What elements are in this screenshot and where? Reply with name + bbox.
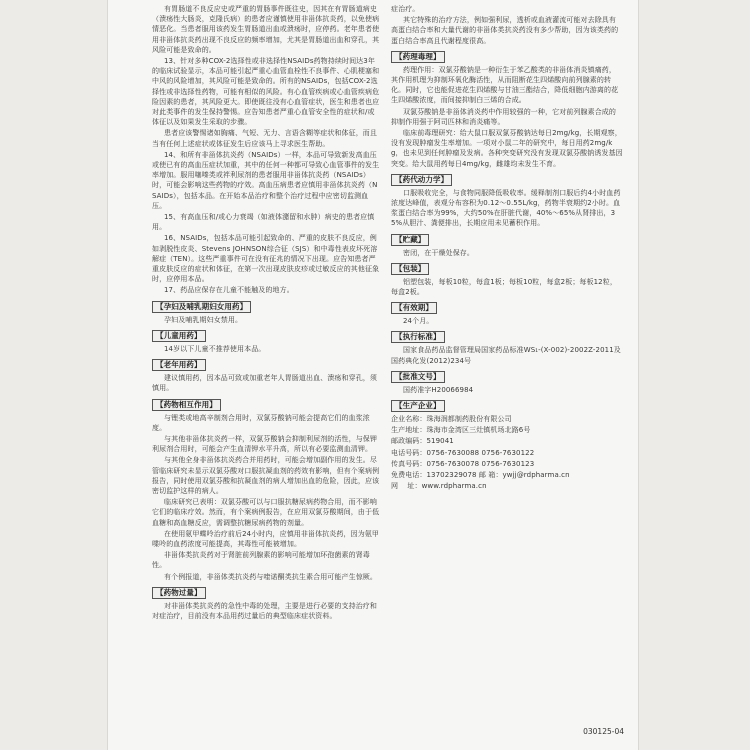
paragraph: 14、和所有非甾体抗炎药（NSAIDs）一样，本品可导致新发高血压或使已有的高血压症状加重，其中的任何一种都可导致心血管事件的发生率增加。服用噻嗪类或袢利尿剂的患者服用非甾体抗炎药（NSAIDs）时，可能会影响这些药物的疗效。高血压病患者应慎用非甾体抗炎药（NSAIDs），包括本品。在开始本品治疗和整个治疗过程中应密切监测血压。 — [152, 150, 380, 210]
paragraph: 国药准字H20066984 — [403, 385, 474, 394]
paragraph: 其它特殊的治疗方法，例如强利尿，透析或血液灌流可能对去除具有高蛋白结合率和大量代谢的非甾体类抗炎药没有多少帮助，因为该类药的蛋白结合率高且代谢程度很高。 — [391, 16, 619, 45]
paragraph: 15、有高血压和/或心力衰竭（如液体潴留和水肿）病史的患者应慎用。 — [152, 213, 375, 232]
paragraph: 药理作用：双氯芬酸钠是一种衍生于苯乙酸类的非甾体消炎镇痛药，其作用机理为抑制环氧化酶活性，从而阻断花生四烯酸向前列腺素的转化。同时，它也能促进花生四烯酸与甘油三酯结合，降低细胞内游离的花生四烯酸浓度，而间接抑制白三烯的合成。 — [391, 65, 619, 105]
company-info-label: 电话号码： — [391, 448, 427, 457]
company-info-row — [391, 448, 623, 458]
company-info-value: 519041 — [426, 437, 454, 446]
left-column — [152, 4, 380, 622]
company-info-row — [391, 470, 623, 480]
company-info-row — [391, 481, 623, 491]
paragraph: 与其他全身非甾体抗炎药合并用药时，可能会增加副作用的发生。尽管临床研究未显示双氯芬酸对口服抗凝血剂的药效有影响，但有个案病例报告，同时使用双氯芬酸和抗凝血剂的病人增加出血的危险，因此，应该密切监护这样的病人。 — [152, 456, 380, 495]
paragraph: 症治疗。 — [391, 5, 420, 13]
company-info-row — [391, 436, 623, 446]
section-heading: 【包装】 — [391, 263, 429, 275]
company-info-label: 生产地址： — [391, 426, 427, 435]
paragraph: 对非甾体类抗炎药的急性中毒的处理，主要是进行必要的支持治疗和对症治疗，目前没有本品用药过量后的典型临床症状资料。 — [152, 601, 377, 620]
paragraph: 16、NSAIDs，包括本品可能引起致命的、严重的皮肤不良反应，例如剥脱性皮炎、Stevens JOHNSON综合征（SJS）和中毒性表皮坏死溶解症（TEN）。这些严重事件可在没有征兆的情况下出现。应告知患者严重皮肤反应的症状和体征，在第一次出现皮肤皮疹或过敏反应的其他征象时，应停用本品。 — [152, 234, 380, 284]
company-info-label: 企业名称： — [391, 415, 427, 424]
paragraph: 密闭，在干燥处保存。 — [403, 248, 474, 257]
paragraph: 有胃肠道不良反应史或严重的胃肠事件既往史，因其在有胃肠道病史（溃疡性大肠炎，克隆氏病）的患者应谨慎使用非甾体抗炎药，以免使病情恶化。当患者服用该药发生胃肠道出血或溃疡时，应停药。老年患者使用非甾体抗炎药出现不良反应的频率增加，尤其是胃肠道出血和穿孔，其风险可能是致命的。 — [152, 5, 380, 54]
paragraph: 临床研究已表明：双氯芬酸可以与口服抗糖尿病药物合用，而不影响它们的临床疗效。然而，有个案病例报告，在应用双氯芬酸期间，由于低血糖和高血糖反应，需调整抗糖尿病药物的剂量。 — [152, 498, 380, 527]
section-heading: 【药代动力学】 — [391, 174, 452, 186]
section-heading: 【生产企业】 — [391, 400, 445, 412]
company-info-value: 珠海市金湾区三灶镇机场北路6号 — [426, 426, 531, 435]
company-info-label: 传真号码： — [391, 459, 427, 468]
company-info-row — [391, 459, 623, 469]
company-info-label: 邮政编码： — [391, 437, 427, 446]
paragraph: 有个例报道，非甾体类抗炎药与喹诺酮类抗生素合用可能产生惊厥。 — [164, 572, 377, 581]
paragraph: 双氯芬酸钠是非甾体消炎药中作用较强的一种，它对前列腺素合成的抑制作用强于阿司匹林和消炎痛等。 — [391, 107, 616, 126]
paragraph: 在使用氨甲蝶呤治疗前后24小时内，应慎用非甾体抗炎药，因为氨甲喋呤的血药浓度可能提高，其毒性可能被增加。 — [152, 529, 380, 548]
section-heading: 【药物过量】 — [152, 587, 206, 599]
company-info-value: 0756-7630088 0756-7630122 — [426, 448, 535, 457]
section-heading: 【药理毒理】 — [391, 51, 445, 63]
company-info-row — [391, 414, 623, 424]
paragraph: 患者应该警惕诸如胸痛、气短、无力、言语含糊等症状和体征，而且当有任何上述症状或体征发生后应该马上寻求医生帮助。 — [152, 129, 377, 148]
document-code: 030125-04 — [583, 727, 624, 736]
paragraph: 17、药品应保存在儿童不能触及的地方。 — [164, 286, 294, 295]
company-info-value: 0756-7630078 0756-7630123 — [426, 459, 535, 468]
paragraph: 14岁以下儿童不推荐使用本品。 — [164, 344, 266, 353]
paragraph: 与其他非甾体抗炎药一样，双氯芬酸钠会抑制利尿剂的活性，与保钾利尿剂合用时，可能会产生血清钾水平升高，所以有必要监测血清钾。 — [152, 434, 377, 454]
company-info-value: www.rdpharma.cn — [421, 482, 487, 491]
section-heading: 【儿童用药】 — [152, 330, 206, 342]
leaflet-sheet — [108, 0, 638, 750]
company-info-row — [391, 425, 623, 435]
paragraph: 国家食品药品监督管理局国家药品标准WS₁-(X-002)-2002Z-2011及国药典化发(2012)234号 — [391, 346, 621, 365]
paragraph: 13、针对多种COX-2选择性或非选择性NSAIDs药物持续时间达3年的临床试验显示，本品可能引起严重心血管血栓性不良事件、心肌梗塞和中风的风险增加，其风险可能是致命的。所有的NSAIDs，包括COX-2选择性或非选择性药物，可能有相似的风险。有心血管疾病或心血管疾病危险因素的患者，其风险更大。即使既往没有心血管症状，医生和患者也应对此类事件的发生保持警惕。应告知患者严重心血管安全性的症状和/或体征以及如果发生采取的步骤。 — [152, 57, 380, 127]
paragraph: 临床前毒理研究：给大鼠口服双氯芬酸钠达每日2mg/kg，长期观察，没有发现肿瘤发生率增加。一项对小鼠二年的研究中，每日用药2mg/kg，也未见到任何肿瘤及发病。各种突变研究没有发现双氯芬酸钠诱发基因突变。给大鼠用药每日4mg/kg，雌雄均未发生不育。 — [391, 129, 623, 168]
section-heading: 【老年用药】 — [152, 359, 206, 371]
company-info-label: 网 址： — [391, 482, 422, 491]
paragraph: 口服吸收完全，与食物同服降低吸收率。缓释制剂口服后约4小时血药浓度达峰值，表观分布容积为0.12～0.55L/kg，药物半衰期约2小时。血浆蛋白结合率为99%，大约50%在肝脏代谢，40%～65%从肾排出，35%从胆汁、粪便排出，长期应用未见蓄积作用。 — [391, 188, 621, 228]
section-heading: 【有效期】 — [391, 302, 437, 314]
paragraph: 非甾体类抗炎药对于肾脏前列腺素的影响可能增加环孢菌素的肾毒性。 — [152, 551, 370, 570]
section-heading: 【药物相互作用】 — [152, 399, 221, 411]
section-heading: 【批准文号】 — [391, 371, 445, 383]
paragraph: 建议慎用药，因本品可致或加重老年人胃肠道出血、溃疡和穿孔，须慎用。 — [152, 374, 377, 393]
paragraph: 铝塑包装，每板10粒，每盒1板；每板10粒，每盒2板；每板12粒，每盒2板。 — [391, 277, 617, 297]
section-heading: 【孕妇及哺乳期妇女用药】 — [152, 301, 251, 313]
paragraph: 孕妇及哺乳期妇女禁用。 — [164, 315, 243, 324]
paragraph: 与锂类或地高辛制剂合用时，双氯芬酸钠可能会提高它们的血浆浓度。 — [152, 413, 370, 432]
paragraph: 24个月。 — [403, 317, 434, 326]
company-info-value: 珠海润都制药股份有限公司 — [426, 415, 512, 424]
right-column — [391, 4, 623, 493]
company-info-value: 13702329078 邮 箱：ywjj@rdpharma.cn — [426, 471, 570, 480]
section-heading: 【贮藏】 — [391, 234, 429, 246]
company-info-label: 免费电话： — [391, 471, 427, 480]
section-heading: 【执行标准】 — [391, 331, 445, 343]
